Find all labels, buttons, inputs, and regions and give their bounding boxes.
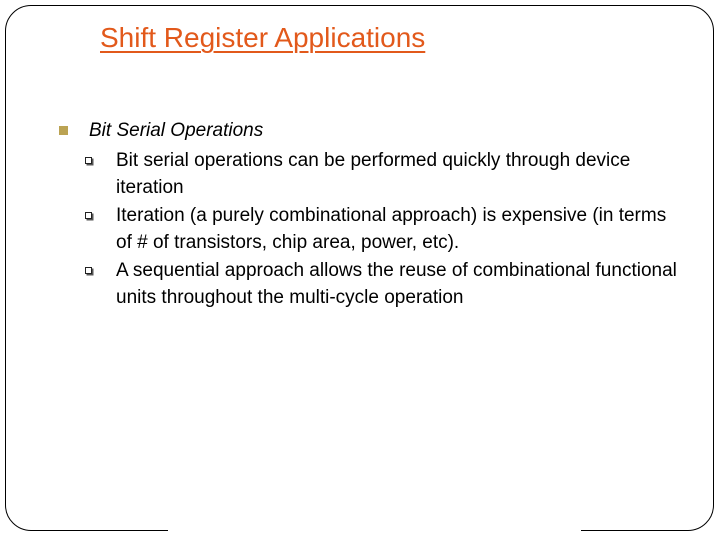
bullet-text: Bit Serial Operations xyxy=(89,120,264,141)
hollow-square-bullet-icon xyxy=(85,267,92,274)
sub-bullet-item xyxy=(82,203,678,256)
sub-bullet-item xyxy=(82,258,678,311)
sub-bullet-list xyxy=(82,148,678,311)
hollow-square-bullet-icon xyxy=(85,157,92,164)
sub-bullet-item xyxy=(82,148,678,201)
slide-content xyxy=(58,118,678,313)
frame-bottom-gap xyxy=(168,528,581,534)
sub-bullet-text: A sequential approach allows the reuse of combinational functional units throughout the multi-cycle operation xyxy=(116,260,677,308)
hollow-square-bullet-icon xyxy=(85,212,92,219)
slide-title: Shift Register Applications xyxy=(100,22,426,53)
bullet-bit-serial-operations xyxy=(58,118,678,144)
sub-bullet-text: Iteration (a purely combinational approach) is expensive (in terms of # of transistors, chip area, power, etc). xyxy=(116,205,667,253)
sub-bullet-text: Bit serial operations can be performed quickly through device iteration xyxy=(116,150,631,198)
square-bullet-icon xyxy=(59,126,68,135)
